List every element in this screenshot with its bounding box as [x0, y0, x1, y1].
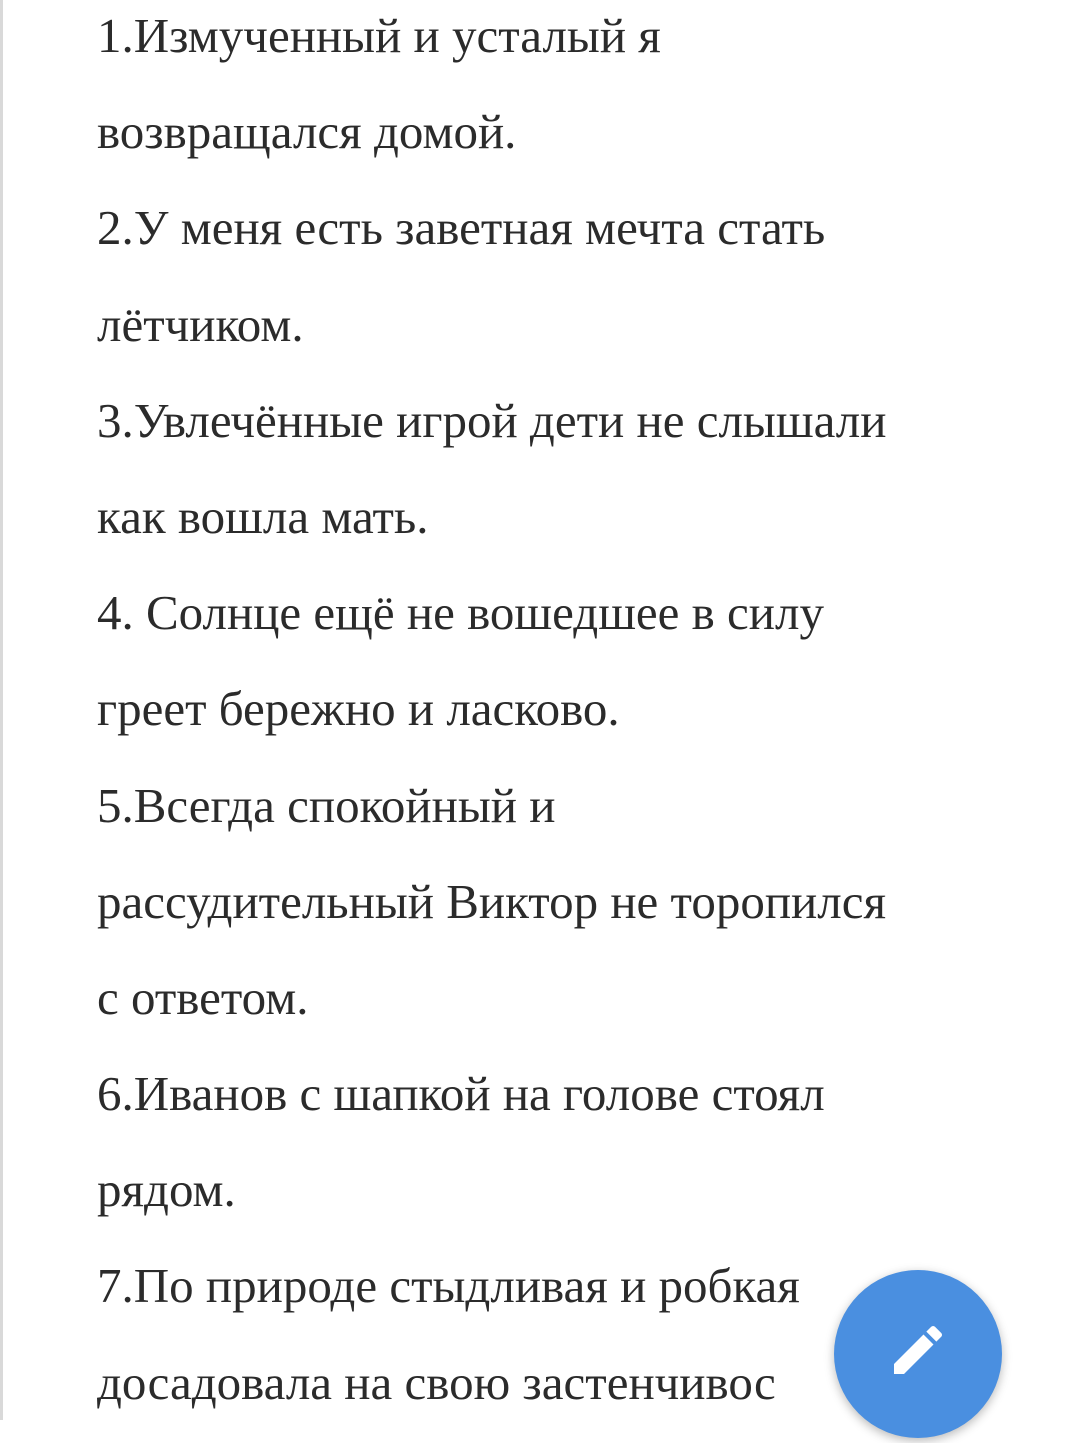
text-line: рядом. — [97, 1162, 236, 1218]
text-line: 3.Увлечённые игрой дети не слышали — [97, 392, 887, 448]
text-line: 1.Измученный и усталый я — [97, 8, 661, 63]
text-line: возвращался домой. — [97, 104, 517, 160]
text-line: 5.Всегда спокойный и — [97, 777, 556, 833]
edit-button[interactable] — [834, 1270, 1002, 1438]
left-border — [0, 0, 3, 1420]
answer-text — [97, 0, 1037, 1443]
text-line: досадовала на свою застенчивос — [97, 1354, 776, 1410]
text-line: 6.Иванов с шапкой на голове стоял — [97, 1066, 825, 1122]
pencil-icon — [886, 1318, 950, 1382]
text-line: 7.По природе стыдливая и робкая — [97, 1258, 800, 1314]
text-line: как вошла мать. — [97, 488, 429, 544]
text-line: 4. Солнце ещё не вошедшее в силу — [97, 585, 824, 641]
text-line: 2.У меня есть заветная мечта стать — [97, 200, 826, 256]
text-line: лётчиком. — [97, 296, 304, 352]
text-line: греет бережно и ласково. — [97, 681, 620, 737]
text-line: с ответом. — [97, 969, 309, 1025]
text-line: рассудительный Виктор не торопился — [97, 873, 887, 929]
